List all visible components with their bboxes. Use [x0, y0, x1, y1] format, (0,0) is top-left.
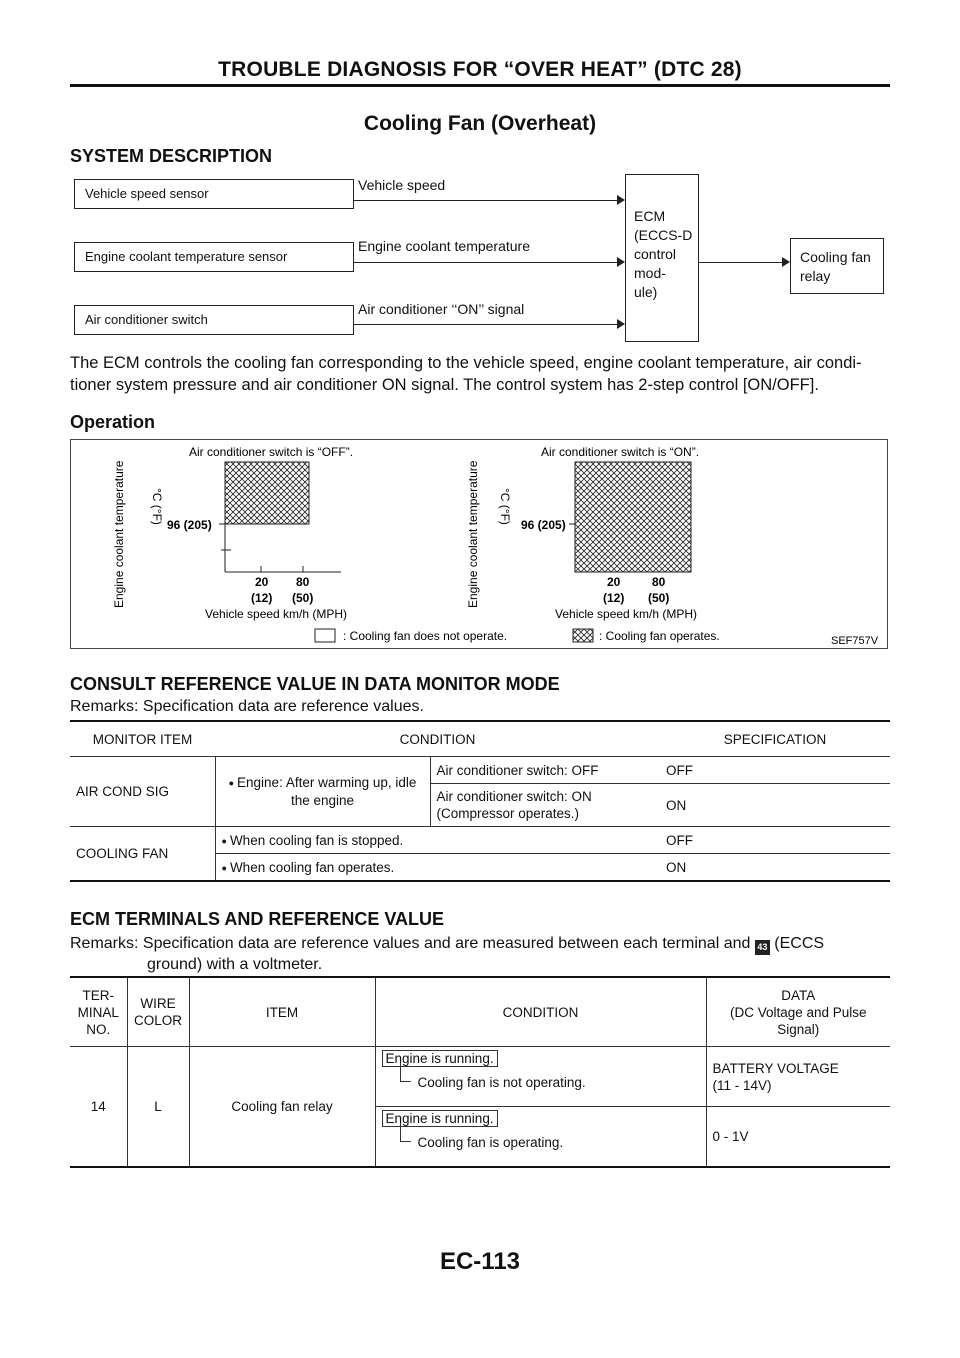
connector-line: [354, 200, 617, 201]
header-line: (DC Voltage and Pulse: [729, 1004, 867, 1020]
legend-on-label: : Cooling fan operates.: [599, 629, 720, 643]
condition-detail: Cooling fan is not operating.: [400, 1075, 700, 1090]
condition-fan-operating: [375, 1107, 706, 1168]
header-line: NO.: [86, 1021, 111, 1037]
input-box-coolant-sensor: Engine coolant temperature sensor: [74, 242, 354, 272]
legend-off-label: : Cooling fan does not operate.: [343, 629, 508, 643]
connector-line: [354, 324, 617, 325]
terminal-no: 14: [70, 1047, 127, 1168]
col-specification: SPECIFICATION: [660, 721, 890, 757]
arrow-icon: [617, 257, 625, 267]
system-description-paragraph: The ECM controls the cooling fan corresponding to the vehicle speed, engine coolant temperature, air condi- tioner system pressure and air conditioner ON signal. The control system has 2-step control [ON/OFF].: [70, 354, 862, 394]
col-condition: CONDITION: [215, 721, 660, 757]
col-terminal: [70, 977, 127, 1047]
header-line: MINAL: [77, 1004, 119, 1020]
table-row: [70, 827, 890, 854]
consult-table: [70, 720, 890, 882]
left-chart-ytick: 96 (205): [167, 518, 212, 532]
figure-id: SEF757V: [831, 635, 879, 647]
table-header-row: [70, 977, 890, 1047]
header-line: TER-: [82, 987, 114, 1003]
arrow-icon: [617, 319, 625, 329]
left-chart-operate-region: [225, 462, 309, 524]
input-box-vehicle-speed-sensor: Vehicle speed sensor: [74, 179, 354, 209]
remarks-text: ground) with a voltmeter.: [147, 956, 323, 973]
monitor-item-cooling-fan: COOLING FAN: [70, 827, 215, 882]
arrow-icon: [782, 257, 790, 267]
ecm-line: ECM: [634, 208, 666, 224]
right-chart-xtick-50: (50): [648, 591, 670, 605]
ecm-terminals-table: [70, 976, 890, 1168]
arrow-icon: [617, 195, 625, 205]
col-monitor-item: MONITOR ITEM: [70, 721, 215, 757]
header-line: Signal): [777, 1021, 820, 1037]
ecm-line: ule): [634, 284, 658, 300]
left-chart-ylabel: Engine coolant temperature: [112, 460, 126, 608]
page-number: EC-113: [439, 1248, 521, 1275]
ecm-line: mod-: [634, 265, 666, 281]
remarks-text: (ECCS: [774, 935, 825, 952]
relay-line: relay: [800, 268, 831, 284]
ecm-box: [625, 174, 699, 342]
left-chart-xtick-80: 80: [296, 575, 310, 589]
header-rule: [70, 84, 890, 87]
condition-text: When cooling fan operates.: [229, 859, 395, 875]
right-chart-xtick-80: 80: [652, 575, 666, 589]
condition-fan-stopped: [215, 827, 660, 854]
ground-point-badge: 43: [755, 940, 770, 955]
signal-vehicle-speed: Vehicle speed: [358, 177, 446, 193]
subcondition-ac-off: Air conditioner switch: OFF: [430, 757, 660, 784]
monitor-item-air-cond-sig: AIR COND SIG: [70, 757, 215, 827]
ecm-line: (ECCS-D: [634, 227, 693, 243]
subcondition-ac-on: [430, 784, 660, 827]
page-title: Cooling Fan (Overheat): [363, 112, 597, 135]
condition-line: Engine: After warming up, idle: [237, 775, 417, 790]
condition-detail: Cooling fan is operating.: [400, 1135, 700, 1150]
system-description-heading: SYSTEM DESCRIPTION: [70, 146, 273, 166]
col-data: [706, 977, 890, 1047]
right-chart-operate-region: [575, 462, 691, 572]
table-row: [70, 757, 890, 784]
header-line: WIRE: [140, 996, 176, 1011]
right-chart-ytick: 96 (205): [521, 518, 566, 532]
condition-text: When cooling fan is stopped.: [229, 832, 404, 848]
bullet-icon: [229, 775, 237, 790]
spec-value: OFF: [660, 757, 890, 784]
legend-on-swatch: [573, 629, 593, 642]
connector-line: [354, 262, 617, 263]
subcondition-line: Air conditioner switch: ON: [436, 789, 592, 804]
data-line: (11 - 14V): [712, 1077, 772, 1093]
condition-fan-operates: [215, 854, 660, 882]
header-line: DATA: [781, 987, 816, 1003]
right-chart-xtick-20: 20: [607, 575, 621, 589]
condition-line: the engine: [290, 793, 355, 808]
signal-coolant-temperature: Engine coolant temperature: [358, 238, 530, 254]
left-chart-xtick-12: (12): [251, 591, 273, 605]
bullet-icon: [222, 860, 230, 875]
table-row: [70, 1047, 890, 1107]
right-chart-caption: Air conditioner switch is “ON”.: [541, 445, 700, 459]
subcondition-line: (Compressor operates.): [436, 806, 580, 821]
left-chart-xtick-20: 20: [255, 575, 269, 589]
consult-heading: CONSULT REFERENCE VALUE IN DATA MONITOR MODE: [70, 674, 560, 694]
operation-svg: [71, 440, 887, 648]
col-wire-color: [127, 977, 189, 1047]
bullet-icon: [222, 833, 230, 848]
input-box-ac-switch: Air conditioner switch: [74, 305, 354, 335]
left-chart-xlabel: Vehicle speed km/h (MPH): [205, 607, 348, 621]
left-chart-yunit: °C (°F): [150, 488, 164, 525]
engine-running-label: Engine is running.: [382, 1050, 498, 1067]
terminal-item: Cooling fan relay: [189, 1047, 375, 1168]
header-title: TROUBLE DIAGNOSIS FOR “OVER HEAT” (DTC 28): [218, 58, 742, 81]
col-item: ITEM: [189, 977, 375, 1047]
wire-color: L: [127, 1047, 189, 1168]
ecm-terminals-heading: ECM TERMINALS AND REFERENCE VALUE: [70, 909, 445, 929]
right-chart-xtick-12: (12): [603, 591, 625, 605]
data-low-voltage: 0 - 1V: [706, 1107, 890, 1168]
table-header-row: [70, 721, 890, 757]
ecm-line: control: [634, 246, 677, 262]
condition-engine-idle: [215, 757, 430, 827]
col-condition: CONDITION: [375, 977, 706, 1047]
legend-off-swatch: [315, 629, 335, 642]
right-chart-xlabel: Vehicle speed km/h (MPH): [555, 607, 698, 621]
left-chart-caption: Air conditioner switch is “OFF”.: [189, 445, 354, 459]
data-battery-voltage: [706, 1047, 890, 1107]
remarks-text: Remarks: Specification data are reference values and are measured between each terminal and: [70, 935, 751, 952]
engine-running-label: Engine is running.: [382, 1110, 498, 1127]
cooling-fan-relay-box: [790, 238, 884, 294]
ecm-terminals-remarks: [70, 934, 890, 975]
consult-remarks: Remarks: Specification data are reference values.: [70, 698, 424, 715]
data-line: BATTERY VOLTAGE: [712, 1060, 839, 1076]
operation-heading: Operation: [70, 412, 156, 432]
header-line: COLOR: [133, 1013, 182, 1028]
signal-ac-on: Air conditioner ‘‘ON’’ signal: [358, 301, 525, 317]
condition-fan-not-operating: [375, 1047, 706, 1107]
spec-value: ON: [660, 784, 890, 827]
connector-line: [699, 262, 782, 263]
right-chart-ylabel: Engine coolant temperature: [466, 460, 480, 608]
relay-line: Cooling fan: [800, 249, 871, 265]
right-chart-yunit: °C (°F): [498, 488, 512, 525]
spec-value: ON: [660, 854, 890, 882]
operation-figure: [70, 439, 888, 649]
left-chart-xtick-50: (50): [292, 591, 314, 605]
spec-value: OFF: [660, 827, 890, 854]
